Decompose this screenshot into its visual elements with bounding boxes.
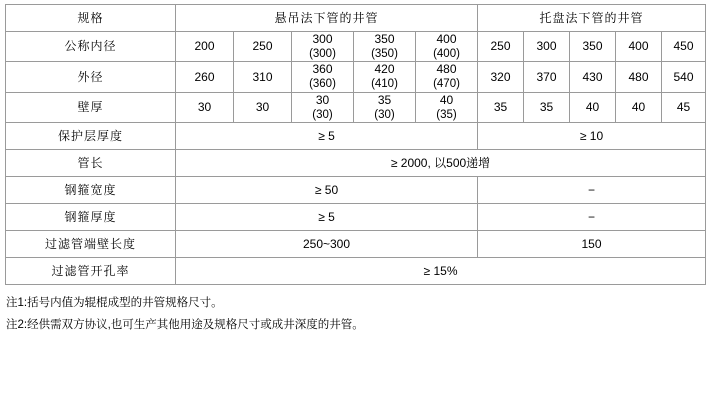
table-row xyxy=(6,177,706,204)
note-1: 注1:括号内值为辊棍成型的井管规格尺寸。 xyxy=(6,297,223,310)
cell-value: 35 xyxy=(377,92,392,107)
cell-value-paren: (400) xyxy=(433,48,460,60)
cell-value: 420 xyxy=(374,62,395,77)
cell-value-paren: (410) xyxy=(371,78,398,91)
cell-value: 300 xyxy=(312,32,333,46)
cell-tray-value: 370 xyxy=(524,62,570,92)
well-pipe-spec-table xyxy=(5,4,706,285)
header-spec-cell: 规格 xyxy=(6,5,176,32)
header-suspended-group: 悬吊法下管的井管 xyxy=(176,5,478,32)
cell-value-paren: (470) xyxy=(433,78,460,91)
row-label-steel-hoop-thickness: 钢箍厚度 xyxy=(6,204,176,231)
cell-tray-value: 400 xyxy=(616,32,662,62)
cell-tray-summary: − xyxy=(478,177,706,204)
cell-value: 400 xyxy=(436,32,457,46)
cell-tray-value: 40 xyxy=(616,92,662,122)
cell-tray-value: 250 xyxy=(478,32,524,62)
cell-suspended-value xyxy=(292,62,354,92)
row-label-filter-pipe-end-wall-length: 过滤管端壁长度 xyxy=(6,231,176,258)
cell-tray-value: 480 xyxy=(616,62,662,92)
cell-suspended-summary: ≥ 50 xyxy=(176,177,478,204)
cell-suspended-value xyxy=(176,92,234,122)
cell-value-paren: (35) xyxy=(436,108,457,121)
cell-suspended-value xyxy=(234,32,292,62)
cell-tray-value: 320 xyxy=(478,62,524,92)
cell-suspended-value xyxy=(176,62,234,92)
cell-tray-value: 450 xyxy=(662,32,706,62)
row-label-outer-diameter: 外径 xyxy=(6,62,176,92)
cell-suspended-value xyxy=(234,62,292,92)
cell-value: 480 xyxy=(436,62,457,77)
row-label-filter-pipe-open-ratio: 过滤管开孔率 xyxy=(6,258,176,285)
table-row xyxy=(6,231,706,258)
cell-suspended-summary: ≥ 5 xyxy=(176,204,478,231)
cell-suspended-value xyxy=(176,32,234,62)
cell-value-paren: (300) xyxy=(309,48,336,60)
cell-tray-value: 350 xyxy=(570,32,616,62)
cell-value: 30 xyxy=(315,92,330,107)
cell-value-paren: (30) xyxy=(374,108,395,121)
cell-tray-value: 300 xyxy=(524,32,570,62)
cell-value: 360 xyxy=(312,62,333,77)
cell-value: 40 xyxy=(439,92,454,107)
cell-suspended-value xyxy=(416,32,478,62)
cell-value: 30 xyxy=(197,99,212,114)
cell-tray-summary: ≥ 10 xyxy=(478,123,706,150)
cell-suspended-value xyxy=(416,92,478,122)
cell-value-paren: (350) xyxy=(371,48,398,60)
cell-full-summary: ≥ 15% xyxy=(176,258,706,285)
cell-value: 30 xyxy=(255,99,270,114)
cell-value: 250 xyxy=(252,39,273,54)
note-2: 注2:经供需双方协议,也可生产其他用途及规格尺寸或成井深度的井管。 xyxy=(6,318,364,331)
table-row xyxy=(6,32,706,62)
row-label-wall-thickness: 壁厚 xyxy=(6,92,176,122)
cell-tray-summary: 150 xyxy=(478,231,706,258)
cell-suspended-summary: ≥ 5 xyxy=(176,123,478,150)
spec-table-sheet xyxy=(0,4,710,404)
cell-tray-value: 35 xyxy=(478,92,524,122)
table-row xyxy=(6,62,706,92)
cell-value: 200 xyxy=(194,39,215,54)
cell-suspended-value xyxy=(354,92,416,122)
row-label-nominal-inner-diameter: 公称内径 xyxy=(6,32,176,62)
cell-suspended-summary: 250~300 xyxy=(176,231,478,258)
cell-value: 260 xyxy=(194,69,215,84)
table-row xyxy=(6,204,706,231)
table-row xyxy=(6,150,706,177)
cell-tray-value: 35 xyxy=(524,92,570,122)
cell-suspended-value xyxy=(292,92,354,122)
cell-full-summary: ≥ 2000, 以500递增 xyxy=(176,150,706,177)
cell-suspended-value xyxy=(292,32,354,62)
cell-tray-value: 40 xyxy=(570,92,616,122)
cell-tray-value: 540 xyxy=(662,62,706,92)
table-row xyxy=(6,258,706,285)
row-label-pipe-length: 管长 xyxy=(6,150,176,177)
cell-suspended-value xyxy=(354,32,416,62)
row-label-protective-layer-thickness: 保护层厚度 xyxy=(6,123,176,150)
table-header-row xyxy=(6,5,706,32)
table-notes xyxy=(6,293,704,337)
cell-value: 350 xyxy=(374,32,395,46)
row-label-steel-hoop-width: 钢箍宽度 xyxy=(6,177,176,204)
cell-suspended-value xyxy=(234,92,292,122)
table-row xyxy=(6,123,706,150)
cell-tray-value: 430 xyxy=(570,62,616,92)
header-tray-group: 托盘法下管的井管 xyxy=(478,5,706,32)
cell-tray-summary: − xyxy=(478,204,706,231)
table-row xyxy=(6,92,706,122)
cell-value-paren: (360) xyxy=(309,78,336,91)
cell-value: 310 xyxy=(252,69,273,84)
cell-value-paren: (30) xyxy=(312,108,333,121)
cell-suspended-value xyxy=(416,62,478,92)
cell-tray-value: 45 xyxy=(662,92,706,122)
cell-suspended-value xyxy=(354,62,416,92)
